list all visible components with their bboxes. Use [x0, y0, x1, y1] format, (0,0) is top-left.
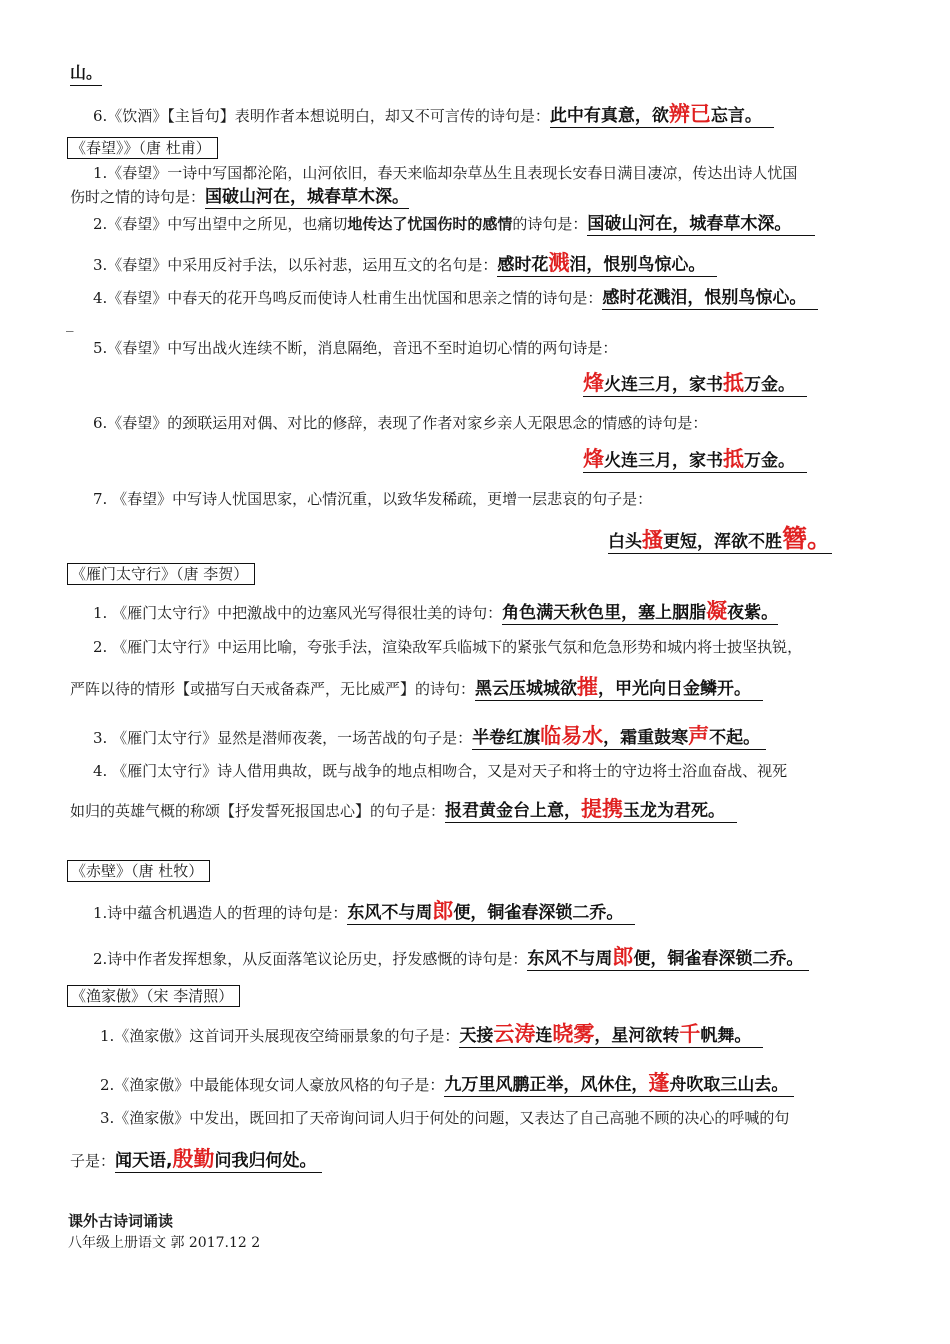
answer-chunwang-6: 烽火连三月，家书抵万金。: [583, 451, 807, 473]
answer-chunwang-2: 国破山河在，城春草木深。: [587, 214, 815, 236]
answer-chunwang-6-line: [583, 448, 807, 472]
question-chunwang-6: 6.《春望》的颈联运用对偶、对比的修辞，表现了作者对家乡亲人无限思念的情感的诗句是：: [93, 414, 708, 432]
question-chibi-1: 1.诗中蕴含机遇造人的哲理的诗句是：东风不与周郎便，铜雀春深锁二乔。: [93, 900, 635, 924]
answer-chunwang-7-line: [608, 524, 833, 553]
question-chunwang-2: 2.《春望》中写出望中之所见，也痛切地传达了忧国伤时的感情的诗句是：国破山河在，城春草木深。: [93, 213, 815, 235]
answer-yujiaao-1: 天接云涛连晓雾，星河欲转千帆舞。: [459, 1026, 763, 1048]
answer-chunwang-7: 白头搔更短，浑欲不胜簪。: [608, 524, 833, 553]
question-yinjiu-6: [93, 103, 774, 127]
section-title-yujiaao: 《渔家傲》（宋 李清照）: [67, 985, 240, 1007]
question-chunwang-1-line2: 伤时之情的诗句是：国破山河在，城春草木深。: [70, 187, 410, 207]
underscore-mark: _: [66, 314, 74, 332]
question-chunwang-5: 5.《春望》中写出战火连续不断，消息隔绝，音迅不至时迫切心情的两句诗是：: [93, 339, 618, 357]
question-yanmen-1: 1. 《雁门太守行》中把激战中的边塞风光写得很壮美的诗句：角色满天秋色里，塞上胭脂凝夜紫。: [93, 599, 779, 623]
question-yujiaao-1: 1.《渔家傲》这首词开头展现夜空绮丽景象的句子是：天接云涛连晓雾，星河欲转千帆舞。: [100, 1023, 763, 1047]
question-yujiaao-3-line1: 3.《渔家傲》中发出，既回扣了天帝询问词人归于何处的问题，又表达了自己高驰不顾的决心的呼喊的句: [100, 1109, 790, 1127]
question-yanmen-2-line2: 严阵以待的情形【或描写白天戒备森严，无比威严】的诗句：黑云压城城欲摧，甲光向日金鳞开。: [70, 676, 763, 700]
answer-yanmen-1: 角色满天秋色里，塞上胭脂凝夜紫。: [502, 599, 779, 623]
answer-yanmen-4: 报君黄金台上意，提携玉龙为君死。: [445, 801, 737, 823]
question-yanmen-3: 3. 《雁门太守行》显然是潜师夜袭，一场苦战的句子是：半卷红旗临易水，霜重鼓寒声不起。: [93, 725, 766, 749]
answer-chunwang-1: 国破山河在，城春草木深。: [205, 187, 410, 207]
section-title-chibi: 《赤壁》（唐 杜牧）: [67, 860, 210, 882]
answer-yanmen-3: 半卷红旗临易水，霜重鼓寒声不起。: [472, 728, 766, 750]
question-yanmen-4-line2: 如归的英雄气概的称颂【抒发誓死报国忠心】的句子是：报君黄金台上意，提携玉龙为君死。: [70, 798, 737, 822]
answer-yanmen-2: 黑云压城城欲摧，甲光向日金鳞开。: [475, 679, 763, 701]
question-chunwang-7: 7. 《春望》中写诗人忧国思家，心情沉重，以致华发稀疏，更增一层悲哀的句子是：: [93, 490, 653, 508]
question-chunwang-4: 4.《春望》中春天的花开鸟鸣反而使诗人杜甫生出忧国和思亲之情的诗句是：感时花溅泪，恨别鸟惊心。: [93, 287, 818, 309]
continued-answer: 山。: [70, 62, 102, 86]
answer-chunwang-5: 烽火连三月，家书抵万金。: [583, 375, 807, 397]
question-chibi-2: 2.诗中作者发挥想象，从反面落笔议论历史，抒发感慨的诗句是：东风不与周郎便，铜雀春深锁二乔。: [93, 946, 809, 970]
answer-chunwang-5-line: [583, 372, 807, 396]
answer-chunwang-4: 感时花溅泪，恨别鸟惊心。: [602, 288, 818, 310]
question-text: 6.《饮酒》【主旨句】表明作者本想说明白，却又不可言传的诗句是：: [93, 107, 550, 125]
footer-title: 课外古诗词诵读: [68, 1212, 174, 1230]
question-chunwang-3: 3.《春望》中采用反衬手法，以乐衬悲，运用互文的名句是：感时花溅泪，恨别鸟惊心。: [93, 252, 717, 276]
answer-chibi-2: 东风不与周郎便，铜雀春深锁二乔。: [527, 949, 809, 971]
footer-subtitle: 八年级上册语文 郭 2017.12 2: [68, 1235, 261, 1251]
section-title-chunwang: 《春望》》（唐 杜甫）: [67, 137, 218, 159]
answer-chunwang-3: 感时花溅泪，恨别鸟惊心。: [497, 255, 717, 277]
answer-yujiaao-2: 九万里风鹏正举，风休住，蓬舟吹取三山去。: [444, 1075, 794, 1097]
question-yujiaao-2: 2.《渔家傲》中最能体现女词人豪放风格的句子是：九万里风鹏正举，风休住，蓬舟吹取三山去。: [100, 1072, 794, 1096]
section-title-yanmen: 《雁门太守行》（唐 李贺）: [67, 563, 255, 585]
question-yanmen-2-line1: 2. 《雁门太守行》中运用比喻，夸张手法，渲染敌军兵临城下的紧张气氛和危急形势和城内将士披坚执锐，: [93, 638, 803, 656]
question-chunwang-1-line1: 1.《春望》一诗中写国都沦陷，山河依旧，春天来临却杂草丛生且表现长安春日满目凄凉，传达出诗人忧国: [93, 164, 798, 182]
question-yanmen-4-line1: 4. 《雁门太守行》诗人借用典故，既与战争的地点相吻合，又是对天子和将士的守边将士浴血奋战、视死: [93, 762, 788, 780]
answer-yujiaao-3: 闻天语,殷勤问我归何处。: [115, 1151, 322, 1173]
answer-yinjiu-6: 此中有真意，欲辨已忘言。: [550, 106, 774, 128]
question-yujiaao-3-line2: 子是：闻天语,殷勤问我归何处。: [70, 1148, 322, 1172]
answer-chibi-1: 东风不与周郎便，铜雀春深锁二乔。: [347, 903, 635, 925]
